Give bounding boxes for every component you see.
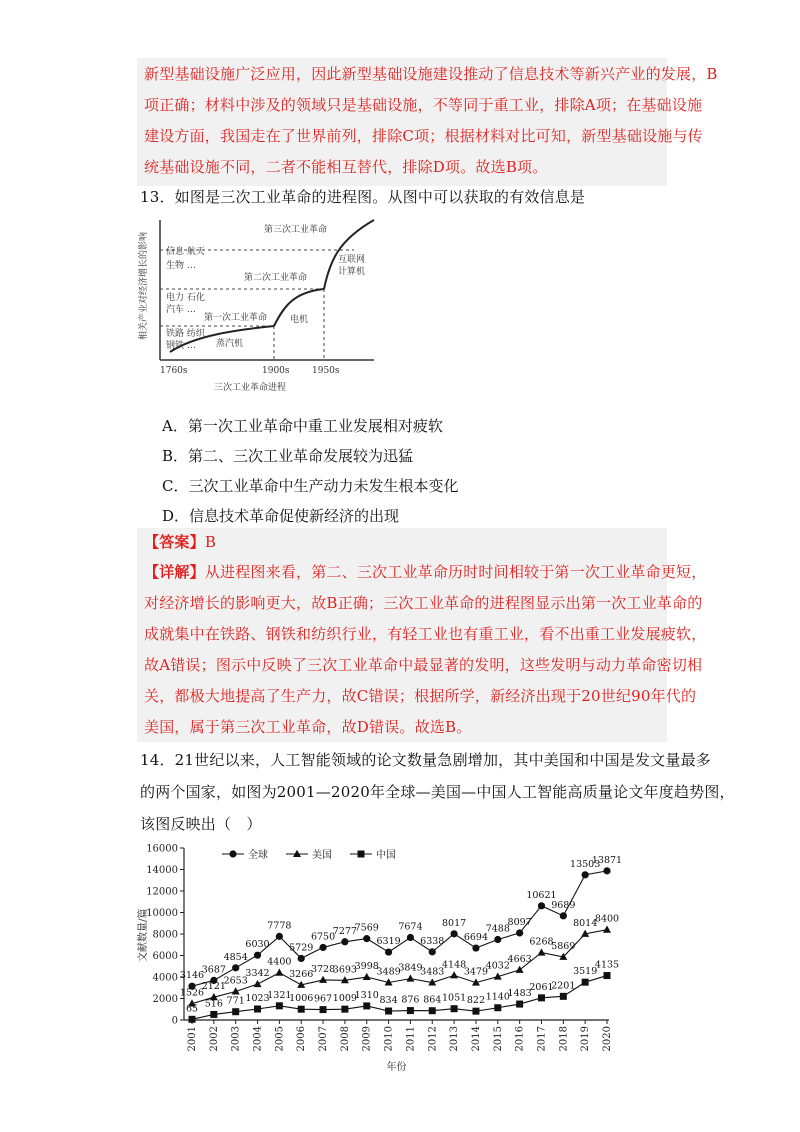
series-data-label-square: 1321 xyxy=(267,989,292,1001)
fig-info-label: 信息 航天 xyxy=(166,247,205,257)
series-point-circle xyxy=(516,929,523,936)
fig-rev1-label: 第一次工业革命 xyxy=(204,313,268,323)
series-point-triangle xyxy=(603,926,611,933)
q13-detail-line-6: 美国，属于第三次工业革命，故D错误。故选B。 xyxy=(144,718,472,736)
chart-x-tick-label: 2013 xyxy=(449,1026,461,1052)
series-point-triangle xyxy=(406,974,414,981)
series-data-label-circle: 6750 xyxy=(310,931,336,943)
chart-y-tick-label: 4000 xyxy=(152,972,178,984)
series-point-square xyxy=(254,1006,261,1013)
series-point-square xyxy=(538,994,545,1001)
q14-stem-line-3: 该图反映出（ ） xyxy=(140,815,262,833)
chart-x-tick-label: 2020 xyxy=(602,1026,613,1052)
series-point-circle xyxy=(385,948,392,955)
series-data-label-circle: 13871 xyxy=(591,854,623,866)
chart-x-tick-label: 2009 xyxy=(361,1026,373,1052)
q13-detail-line-3: 成就集中在铁路、钢铁和纺织行业，有轻工业也有重工业，看不出重工业发展疲软， xyxy=(144,625,707,643)
series-point-square xyxy=(363,1002,370,1009)
series-point-square xyxy=(232,1008,239,1015)
series-data-label-circle: 8017 xyxy=(442,917,467,929)
series-point-square xyxy=(560,993,567,1000)
series-data-label-triangle: 8014 xyxy=(573,917,598,929)
series-point-square xyxy=(276,1002,283,1009)
q13-detail-line-4: 故A错误；图示中反映了三次工业革命中最显著的发明，这些发明与动力革命密切相 xyxy=(144,656,703,674)
q14-stem-line-2: 的两个国家，如图为2001—2020年全球—美国—中国人工智能高质量论文年度趋势图， xyxy=(140,783,735,801)
series-data-label-triangle: 2121 xyxy=(201,981,226,993)
series-point-circle xyxy=(232,964,239,971)
chart-y-tick-label: 8000 xyxy=(152,929,178,941)
series-point-circle xyxy=(560,912,567,919)
series-data-label-circle: 8097 xyxy=(507,916,532,928)
q13-detail-line-5: 关，都极大地提高了生产力，故C错误；根据所学，新经济出现于20世纪90年代的 xyxy=(144,687,697,705)
series-point-triangle xyxy=(516,966,524,973)
series-data-label-square: 834 xyxy=(379,995,398,1007)
chart-y-tick-label: 16000 xyxy=(146,843,178,855)
series-data-label-circle: 3687 xyxy=(201,964,226,976)
chart-y-axis-title: 文献数量/篇 xyxy=(138,908,149,962)
series-data-label-triangle: 4148 xyxy=(442,959,467,971)
series-data-label-square: 1310 xyxy=(354,989,379,1001)
legend-marker-triangle xyxy=(293,850,301,857)
series-data-label-triangle: 3483 xyxy=(420,966,445,978)
fig-computer-label: 计算机 xyxy=(338,267,366,277)
series-point-circle xyxy=(407,934,414,941)
industrial-revolution-figure xyxy=(134,210,384,395)
series-data-label-circle: 13503 xyxy=(570,858,601,870)
series-data-label-square: 771 xyxy=(226,995,245,1007)
prev-explanation-line-4: 统基础设施不同，二者不能相互替代，排除D项。故选B项。 xyxy=(144,158,548,176)
series-data-label-circle: 6030 xyxy=(245,939,270,951)
series-point-circle xyxy=(363,935,370,942)
series-data-label-triangle: 3266 xyxy=(289,968,314,980)
series-data-label-triangle: 2653 xyxy=(223,975,248,987)
series-data-label-square: 2061 xyxy=(529,981,554,993)
series-point-square xyxy=(604,972,611,979)
series-point-circle xyxy=(603,867,610,874)
chart-x-tick-label: 2007 xyxy=(318,1026,330,1052)
series-point-square xyxy=(210,1011,217,1018)
fig-rev2-label: 第二次工业革命 xyxy=(244,273,308,283)
fig-x-tick-1950s: 1950s xyxy=(312,366,340,376)
series-point-circle xyxy=(494,936,501,943)
legend-marker-circle xyxy=(229,850,236,857)
q13-option-a: A．第一次工业革命中重工业发展相对疲软 xyxy=(162,417,443,435)
chart-y-tick-label: 12000 xyxy=(146,886,178,898)
series-data-label-square: 967 xyxy=(313,993,333,1005)
series-data-label-square: 4135 xyxy=(594,959,620,971)
series-data-label-triangle: 3849 xyxy=(398,962,423,974)
series-data-label-triangle: 6268 xyxy=(529,936,554,948)
series-data-label-triangle: 3342 xyxy=(245,968,270,980)
series-data-label-triangle: 4400 xyxy=(267,956,292,968)
series-data-label-circle: 7778 xyxy=(267,920,292,932)
chart-x-tick-label: 2012 xyxy=(427,1026,439,1052)
series-point-circle xyxy=(429,948,436,955)
series-point-square xyxy=(472,1008,479,1015)
series-point-triangle xyxy=(254,980,262,987)
q13-option-c: C．三次工业革命中生产动力未发生根本变化 xyxy=(162,477,459,495)
series-data-label-circle: 7277 xyxy=(332,925,357,937)
series-data-label-square: 1051 xyxy=(442,992,467,1004)
series-data-label-square: 1009 xyxy=(332,993,357,1005)
detail-tag: 【详解】 xyxy=(144,563,205,581)
series-point-circle xyxy=(538,902,545,909)
fig-rev3-label: 第三次工业革命 xyxy=(264,225,328,235)
series-data-label-triangle: 8400 xyxy=(594,913,620,925)
series-data-label-square: 516 xyxy=(204,998,223,1010)
series-data-label-square: 3519 xyxy=(573,966,598,978)
series-data-label-square: 65 xyxy=(185,1003,199,1015)
fig-caption: 三次工业革命进程 xyxy=(214,383,287,393)
series-data-label-square: 1483 xyxy=(507,988,532,1000)
prev-explanation-line-3: 建设方面，我国走在了世界前列，排除C项；根据材料对比可知，新型基础设施与传 xyxy=(144,127,703,145)
series-point-square xyxy=(451,1005,458,1012)
series-point-square xyxy=(407,1007,414,1014)
series-point-square xyxy=(298,1006,305,1013)
series-data-label-circle: 6694 xyxy=(463,932,489,944)
series-data-label-square: 822 xyxy=(466,995,486,1007)
fig-power-label: 电力 石化 xyxy=(166,293,205,303)
series-data-label-triangle: 4663 xyxy=(507,953,532,965)
chart-x-tick-label: 2015 xyxy=(492,1026,504,1052)
series-data-label-square: 876 xyxy=(401,994,420,1006)
series-data-label-square: 2201 xyxy=(551,980,576,992)
series-point-triangle xyxy=(275,969,283,976)
series-data-label-square: 1140 xyxy=(485,991,510,1003)
series-point-circle xyxy=(298,955,305,962)
fig-internet-label: 互联网 xyxy=(338,255,366,265)
series-data-label-circle: 6338 xyxy=(420,935,445,947)
legend-label: 全球 xyxy=(248,850,268,861)
series-point-triangle xyxy=(537,948,545,955)
legend-label: 美国 xyxy=(312,850,332,861)
answer-value: B xyxy=(204,533,217,551)
series-data-label-circle: 10621 xyxy=(526,889,557,901)
series-data-label-circle: 4854 xyxy=(223,951,248,963)
prev-explanation-line-2: 项正确；材料中涉及的领域只是基础设施，不等同于重工业，排除A项；在基础设施 xyxy=(144,96,703,114)
chart-x-tick-label: 2018 xyxy=(558,1026,570,1052)
q13-stem: 13．如图是三次工业革命的进程图。从图中可以获取的有效信息是 xyxy=(140,188,586,206)
series-data-label-triangle: 4032 xyxy=(485,960,510,972)
series-data-label-triangle: 1526 xyxy=(179,987,205,999)
series-point-circle xyxy=(254,952,261,959)
fig-x-tick-1760s: 1760s xyxy=(160,366,188,376)
answer-tag: 【答案】 xyxy=(144,533,205,551)
series-point-circle xyxy=(341,938,348,945)
fig-x-tick-1900s: 1900s xyxy=(262,366,290,376)
series-point-square xyxy=(429,1007,436,1014)
series-point-square xyxy=(189,1016,196,1023)
q14-stem-line-1: 14．21世纪以来，人工智能领域的论文数量急剧增加，其中美国和中国是发文量最多 xyxy=(140,751,711,769)
chart-y-tick-label: 0 xyxy=(171,1015,178,1027)
chart-x-tick-label: 2004 xyxy=(252,1026,264,1052)
series-point-square xyxy=(582,979,589,986)
fig-steam-label: 蒸汽机 xyxy=(216,339,244,349)
series-point-square xyxy=(341,1006,348,1013)
chart-x-tick-label: 2010 xyxy=(383,1026,395,1052)
chart-x-tick-label: 2001 xyxy=(187,1026,198,1052)
series-point-triangle xyxy=(363,973,371,980)
chart-y-tick-label: 6000 xyxy=(152,951,178,962)
series-point-square xyxy=(494,1004,501,1011)
series-point-triangle xyxy=(450,971,458,978)
chart-x-tick-label: 2002 xyxy=(208,1026,220,1052)
chart-x-tick-label: 2006 xyxy=(296,1026,308,1052)
series-data-label-triangle: 3728 xyxy=(310,963,336,975)
series-point-square xyxy=(516,1001,523,1008)
detail-text-1: 从进程图来看，第二、三次工业革命历时时间相较于第一次工业革命更短， xyxy=(204,563,707,581)
chart-x-tick-label: 2016 xyxy=(514,1026,526,1052)
series-data-label-triangle: 5869 xyxy=(551,940,576,952)
series-point-circle xyxy=(319,944,326,951)
series-data-label-circle: 3146 xyxy=(179,970,205,982)
prev-explanation-line-1: 新型基础设施广泛应用，因此新型基础设施建设推动了信息技术等新兴产业的发展，B xyxy=(144,65,718,83)
chart-y-tick-label: 14000 xyxy=(146,865,178,876)
series-data-label-triangle: 3998 xyxy=(354,961,379,973)
chart-x-tick-label: 2011 xyxy=(405,1026,417,1052)
series-data-label-square: 864 xyxy=(423,994,442,1006)
series-data-label-circle: 7674 xyxy=(398,921,423,933)
series-point-circle xyxy=(582,871,589,878)
chart-y-tick-label: 2000 xyxy=(152,994,178,1005)
series-data-label-square: 1023 xyxy=(245,993,270,1005)
series-data-label-circle: 7488 xyxy=(485,923,510,935)
series-point-circle xyxy=(451,930,458,937)
fig-car-label: 汽车 … xyxy=(166,305,196,315)
q13-option-b: B．第二、三次工业革命发展较为迅猛 xyxy=(162,447,414,465)
legend-label: 中国 xyxy=(376,850,396,861)
chart-x-axis-title: 年份 xyxy=(386,1062,407,1073)
fig-bio-label: 生物 … xyxy=(166,261,196,271)
series-point-circle xyxy=(276,933,283,940)
series-data-label-circle: 5729 xyxy=(289,942,314,954)
fig-electric-label: 电机 xyxy=(290,315,309,325)
q13-option-d: D．信息技术革命促使新经济的出现 xyxy=(162,507,400,525)
ai-papers-chart xyxy=(134,836,624,1076)
series-point-circle xyxy=(472,944,479,951)
series-data-label-square: 1006 xyxy=(289,993,314,1005)
series-data-label-triangle: 3479 xyxy=(463,966,489,978)
series-data-label-triangle: 3693 xyxy=(332,964,357,976)
series-data-label-triangle: 3489 xyxy=(376,966,401,978)
chart-x-tick-label: 2019 xyxy=(580,1026,592,1052)
q13-detail-line-2: 对经济增长的影响更大，故B正确；三次工业革命的进程图显示出第一次工业革命的 xyxy=(144,594,703,612)
series-data-label-circle: 9689 xyxy=(551,899,576,911)
legend-marker-square xyxy=(358,851,365,858)
chart-y-tick-label: 10000 xyxy=(146,908,178,919)
q13-answer-line xyxy=(144,532,216,552)
series-data-label-circle: 6319 xyxy=(376,936,401,948)
chart-x-tick-label: 2005 xyxy=(274,1026,286,1052)
q13-detail-line-1 xyxy=(144,562,706,582)
chart-x-tick-label: 2014 xyxy=(470,1026,482,1052)
series-point-square xyxy=(320,1006,327,1013)
chart-x-tick-label: 2003 xyxy=(230,1026,242,1052)
series-point-square xyxy=(385,1008,392,1015)
chart-x-tick-label: 2008 xyxy=(339,1026,351,1052)
fig-y-label: 相关产业对经济增长的影响 xyxy=(139,231,149,340)
series-data-label-circle: 7569 xyxy=(354,922,379,934)
fig-steel-label: 钢铁 … xyxy=(166,341,196,351)
series-point-triangle xyxy=(319,976,327,983)
fig-rail-label: 铁路 纺织 xyxy=(166,329,205,339)
chart-x-tick-label: 2017 xyxy=(536,1026,548,1052)
